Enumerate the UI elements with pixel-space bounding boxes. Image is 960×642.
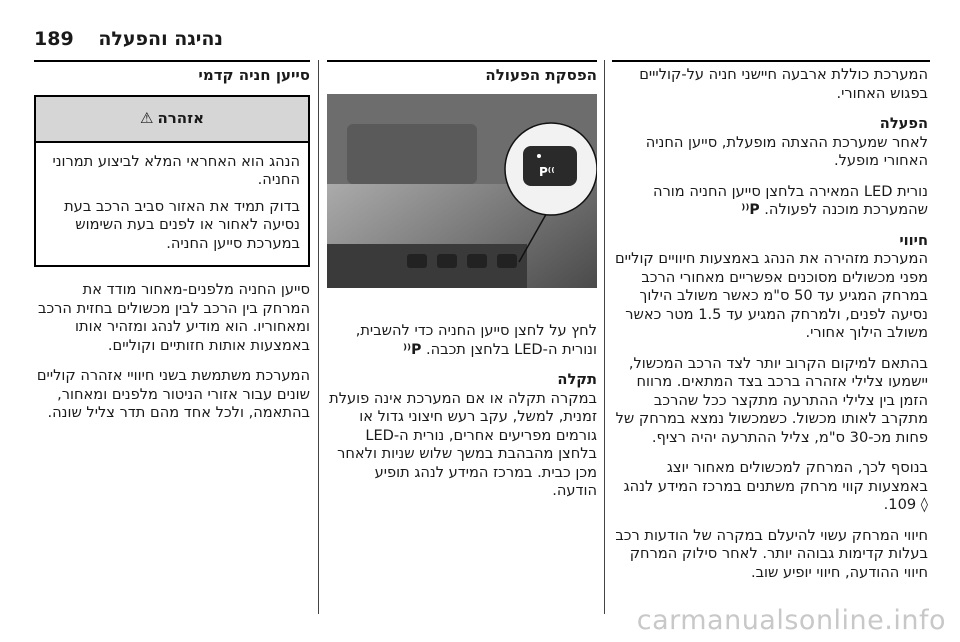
section-heading: תקלה bbox=[557, 371, 597, 388]
column-divider bbox=[318, 60, 319, 614]
warning-label: אזהרה bbox=[157, 109, 205, 128]
column-title: הפסקת הפעולה bbox=[485, 66, 597, 84]
paragraph: סייען החניה מלפנים-מאחור מודד את המרחק בין הרכב לבין מכשולים בחזית הרכב ומאחוריו. הוא מודיע לנהג ומזהיר אותו באמצעות אותות חזותיים וקוליים. bbox=[38, 281, 310, 354]
column-title: סייען חניה קדמי bbox=[198, 66, 310, 84]
paragraph: בהתאם למיקום הקרוב יותר לצד הרכב המכשול, יישמעו צלילי אזהרה ברכב בצד המתאים. מרווח הזמן בין צלילי ההתרעה מתקצר ככל שהרכב מתקרב לאותו מכשול. כשמכשול נמצא במרחק של פחות מכ-30 ס"מ, צליל ההתרעה יהיה רציף. bbox=[615, 354, 928, 446]
section-heading: הפעלה bbox=[879, 115, 928, 132]
dashboard-photo bbox=[327, 94, 597, 288]
section-title: נהיגה והפעלה bbox=[98, 28, 223, 50]
page-header bbox=[0, 0, 960, 62]
paragraph: המערכת משתמשת בשני חיוויי אזהרה קוליים שונים עבור אזורי הניטור מלפנים ומאחור, בהתאמה, ולכל אחד מהם תדר צליל שונה. bbox=[36, 367, 310, 421]
paragraph: המערכת כוללת ארבעה חיישני חניה על-קולייים בפגוש האחורי. bbox=[639, 66, 928, 102]
paragraph: המערכת מזהירה את הנהג באמצעות חיוויים קוליים מפני מכשולים מסוכנים אפשריים מאחורי הרכב במרחק המגיע עד 50 ס"מ כאשר משולב הילוך נסיעה לפנים, ולמרחק המגיע עד 1.5 מטר כאשר משולב הילוך אחורי. bbox=[614, 250, 928, 341]
parking-assist-icon: P⁽⁽ bbox=[741, 202, 760, 218]
paragraph: במקרה תקלה או אם המערכת אינה פועלת זמנית, למשל, עקב רעש חיצוני גדול או גורמים מפריעים אחרים, נורית ה-LED בלחצן מהבהבת במשך שלוש שניות ולאחר מכן כבית. במרכז המידע לנהג תופיע הודעה. bbox=[329, 389, 597, 499]
header-rule-right bbox=[612, 60, 930, 62]
paragraph: הנהג הוא האחראי המלא לביצוע תמרוני החניה. bbox=[52, 152, 300, 188]
parking-assist-icon: P⁽⁽ bbox=[402, 341, 422, 358]
warning-header bbox=[36, 97, 308, 143]
column-divider bbox=[604, 60, 605, 614]
warning-box bbox=[34, 95, 310, 268]
watermark: carmanualsonline.info bbox=[636, 605, 946, 636]
section-heading: חיווי bbox=[899, 231, 928, 249]
warning-body bbox=[36, 143, 308, 266]
paragraph: בנוסף לכך, המרחק למכשולים מאחור יוצג באמצעות קווי מרחק משתנים במרכז המידע לנהג ◊ 109. bbox=[623, 459, 928, 513]
parking-button-illustration bbox=[327, 94, 597, 288]
paragraph: לחץ על לחצן סייען החניה כדי להשבית, ונורית ה-LED בלחצן תכבה. P⁽⁽ bbox=[355, 322, 597, 358]
column-left bbox=[34, 66, 310, 435]
column-right bbox=[612, 66, 928, 594]
paragraph: נורית LED המאירה בלחצן סייען החניה מורה שהמערכת מוכנה לפעולה. P⁽⁽ bbox=[653, 182, 928, 218]
warning-triangle-icon: ⚠ bbox=[139, 109, 154, 128]
header-rule-left bbox=[34, 60, 310, 62]
column-middle bbox=[327, 66, 597, 95]
paragraph: חיווי המרחק עשוי להיעלם במקרה של הודעות רכב בעלות קדימות גבוהה יותר. לאחר סילוק המרחק חיווי ההודעה, חיווי יופיע שוב. bbox=[615, 526, 928, 581]
column-middle-text bbox=[327, 322, 597, 513]
paragraph: בדוק תמיד את האזור סביב הרכב בעת נסיעה לאחור או לפנים בעת השימוש במערכת סייען החניה. bbox=[64, 197, 300, 252]
header-rule-middle bbox=[327, 60, 597, 62]
paragraph: לאחר שמערכת ההצתה מופעלת, סייען החניה האחורי מופעל. bbox=[645, 133, 928, 169]
svg-text:P⁽⁽: P⁽⁽ bbox=[539, 165, 555, 179]
page-number: 189 bbox=[34, 28, 74, 50]
